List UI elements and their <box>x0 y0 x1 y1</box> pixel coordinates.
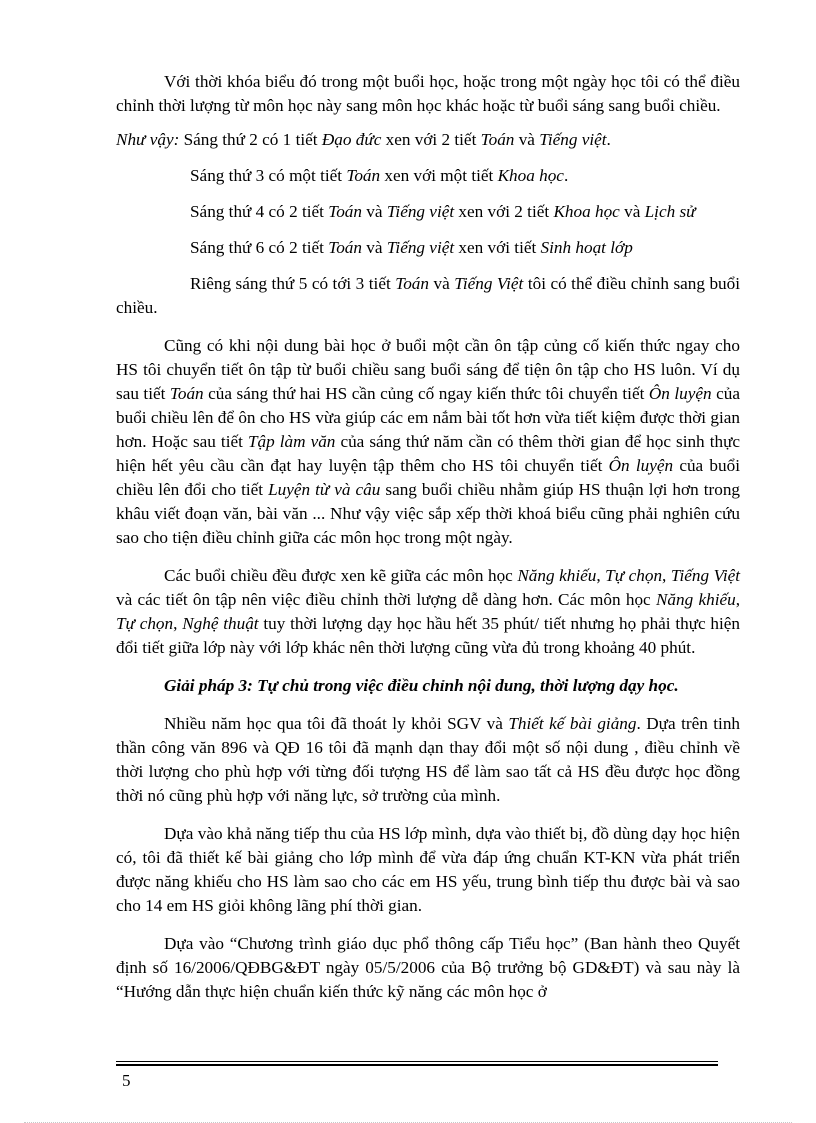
paragraph-thursday: Riêng sáng thứ 5 có tới 3 tiết Toán và Tiếng Việt tôi có thể điều chỉnh sang buổi chiều. <box>116 274 741 317</box>
footer-rule-thick <box>116 1064 718 1066</box>
paragraph-autonomy: Nhiều năm học qua tôi đã thoát ly khỏi SGV và Thiết kế bài giảng. Dựa trên tinh thần công văn 896 và QĐ 16 tôi đã mạnh dạn thay đổi một số nội dung , điều chỉnh về thời lượng cho phù hợp với từng đối tượng HS để làm sao tất cả HS đều được học đồng thời nó cũng phù hợp với năng lực, sở trường của mình. <box>116 714 741 805</box>
paragraph-tuesday: Sáng thứ 3 có một tiết Toán xen với một tiết Khoa học. <box>190 166 569 185</box>
paragraph-lesson-design: Dựa vào khả năng tiếp thu của HS lớp mình, dựa vào thiết bị, đồ dùng dạy học hiện có, tôi đã thiết kế bài giảng cho lớp mình để vừa đáp ứng chuẩn KT-KN vừa phát triển được năng khiếu cho HS làm sao cho các em HS yếu, trung bình tiếp thu được bài và sao cho 14 em HS giỏi không lãng phí thời gian. <box>116 824 740 915</box>
paragraph-monday: Như vậy: Sáng thứ 2 có 1 tiết Đạo đức xen với 2 tiết Toán và Tiếng việt. <box>116 130 611 149</box>
paragraph-review-lessons: Cũng có khi nội dung bài học ở buổi một cần ôn tập củng cố kiến thức ngay cho HS tôi chuyển tiết ôn tập từ buổi chiều sang buổi sáng để tiện ôn tập cho HS luôn. Ví dụ sau tiết Toán của sáng thứ hai HS cần củng cố ngay kiến thức tôi chuyển tiết Ôn luyện của buổi chiều lên để ôn cho HS vừa giúp các em nắm bài tốt hơn vừa tiết kiệm được thời gian hơn. Hoặc sau tiết Tập làm văn của sáng thứ năm cần có thêm thời gian để học sinh thực hiện hết yêu cầu cần đạt hay luyện tập thêm cho HS tôi chuyển tiết Ôn luyện của buổi chiều lên đổi cho tiết Luyện từ và câu sang buổi chiều nhằm giúp HS thuận lợi hơn trong khâu viết đoạn văn, bài văn ... Như vậy việc sắp xếp thời khoá biểu cũng phải nghiên cứu sao cho tiện điều chỉnh giữa các môn học trong một ngày. <box>116 336 741 547</box>
paragraph-friday: Sáng thứ 6 có 2 tiết Toán và Tiếng việt xen với tiết Sinh hoạt lớp <box>190 238 633 257</box>
paragraph-curriculum: Dựa vào “Chương trình giáo dục phổ thông cấp Tiểu học” (Ban hành theo Quyết định số 16/2006/QĐBG&ĐT ngày 05/5/2006 của Bộ trưởng bộ GD&ĐT) và sau này là “Hướng dẫn thực hiện chuẩn kiến thức kỹ năng các môn học ở <box>116 934 740 1001</box>
lead-text: Như vậy: <box>116 130 180 149</box>
page-number: 5 <box>122 1071 131 1090</box>
paragraph-wednesday: Sáng thứ 4 có 2 tiết Toán và Tiếng việt xen với 2 tiết Khoa học và Lịch sử <box>190 202 696 221</box>
document-body <box>116 70 740 1004</box>
footer-rule-thin <box>116 1061 718 1062</box>
section-heading-solution-3: Giải pháp 3: Tự chủ trong việc điều chỉnh nội dung, thời lượng dạy học. <box>164 676 679 695</box>
paragraph-afternoon-sessions: Các buổi chiều đều được xen kẽ giữa các môn học Năng khiếu, Tự chọn, Tiếng Việt và các tiết ôn tập nên việc điều chỉnh thời lượng dễ dàng hơn. Các môn học Năng khiếu, Tự chọn, Nghệ thuật tuy thời lượng dạy học hầu hết 35 phút/ tiết nhưng họ phải thực hiện đổi tiết giữa lớp này với lớp khác nên thời lượng cũng vừa đủ trong khoảng 40 phút. <box>116 566 741 657</box>
paragraph-timetable-intro: Với thời khóa biểu đó trong một buổi học, hoặc trong một ngày học tôi có thể điều chỉnh thời lượng từ môn học này sang môn học khác hoặc từ buổi sáng sang buổi chiều. <box>116 72 740 115</box>
